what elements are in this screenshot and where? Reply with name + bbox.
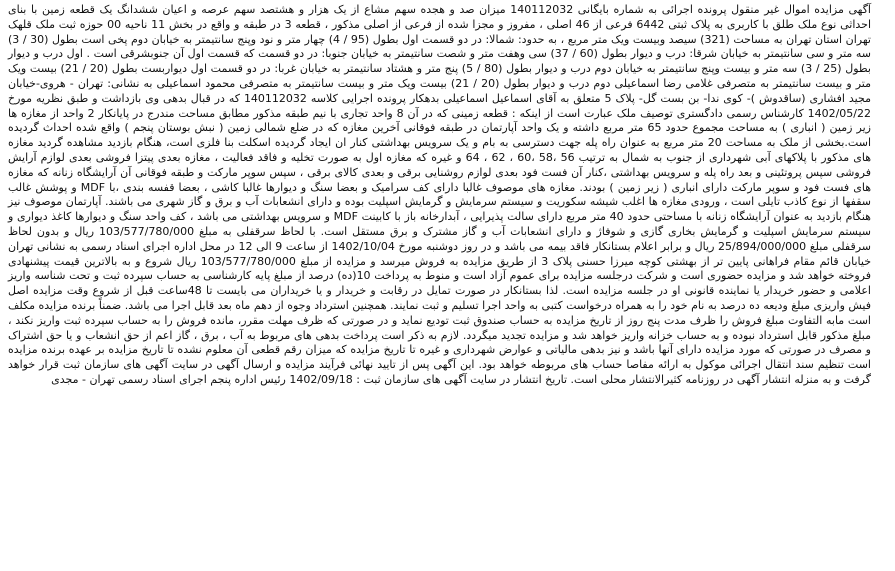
notice-body-text: آگهی مزایده اموال غیر منقول پرونده اجرائی به شماره بایگانی 140112032 میزان صد و هجده سهم مشاع از یک هزار و هشتصد سهم عرصه و اعیان ششدانگ یک قطعه زمین با بنای احداثی نوع ملک طلق با کاربری به پلاک ثبتی 6442 فرعی از 46 اصلی ، مفروز و مجزا شده از فرعی از اصلی مذکور ، قطعه 3 در طبقه و واقع در بخش 11 ناحیه 00 حوزه ثبت ملک قلهک تهران استان تهران به مساحت (321) سیصد وبیست ویک متر مربع ، به حدود: شمالا: در دو قسمت اول بطول (95 / 4) چهار متر و نود وپنج سانتیمتر به خیابان دوم پخی است بطول (30 / 3) سه متر و سی سانتیمتر به خیابان شرقا: درب و دیوار بطول (60 / 37) سی وهفت متر و شصت سانتیمتر به خیابان جنوبا: در دو قسمت که قسمت اول آن جنوبشرقی است . اول درب و دیوار بطول (25 / 3) سه متر و بیست وپنج سانتیمتر به خیابان دوم درب و دیوار بطول (80 / 5) پنج متر و هشتاد سانتیمتر به خیابان غربا: در دو قسمت اول دیواربست بطول (20 / 21) بیست ویک متر و بیست سانتیمتر به متصرفی غلامی رضا اسماعیلی دوم درب و دیوار بطول (20 / 21) بیست ویک متر و بیست سانتیمتر به متصرفی محمود اسماعیلی به نشانی: تهران - هروی-خیابان مجید افشاری (ساقدوش )- کوی ندا- بن بست گل- پلاک 5 متعلق به آقای اسماعیل اسماعیلی بدهکار پرونده اجرایی کلاسه 140112032 که در قبال بدهی وی بازداشت و طبق نظریه مورخ 1402/05/22 کارشناس رسمی دادگستری توصیف ملک عبارت است از اینکه : قطعه زمینی که در آن 8 واحد تجاری با نیم طبقه مذکور مطابق مساحت مندرج در پایانکار 2 واحد از مغازه ها زیر زمین ( انباری ) به مساحت مجموع حدود 65 متر مربع داشته و یک واحد آپارتمان در طبقه فوقانی آخرین مغازه که در ضلع شمالی زمین ( نبش بوستان پنجم ) واقع شده احداث گردیده است.بخشی از ملک به مساحت 20 متر مربع به عنوان راه پله جهت دسترسی به بام و یک سرویس بهداشتی کنار ان ایجاد گردیده اسکلت بنا فلزی است، هنگام بازدید مشاهده گردید مغازه های مذکور با پلاکهای آبی شهرداری از جنوب به شمال به ترتیب 56 ،58 ،60 ، 62 ، 64 و غیره که مغازه اول به صورت تخلیه و فاقد فعالیت ، مغازه بعدی پیتزا فروشی بعدی لوازم آرایش فروشی سپس پروتئینی و بعد راه پله و سرویس بهداشتی ،کنار آن فست فود بعدی لوازم روشنایی برقی و بعدی کالای برقی ، سپس سوپر مارکت و طبقه فوقانی آن آرایشگاه زنانه که مغازه های فست فود و سوپر مارکت دارای انباری ( زیر زمین ) بودند. مغازه های موصوف غالبا دارای کف سرامیک و بعضا سنگ و دیوارها غالبا کاشی ، بعضا قفسه بندی ،با MDF و پوشش غالب سقفها از نوع کاذب تایلی است ، ورودی مغازه ها اغلب شیشه سکوریت و سیستم سرمایش و گرمایش اسپلیت بوده و دارای انشعابات آب و برق و گاز شهری می باشند. آپارتمان موصوف نیز هنگام بازدید به عنوان آرایشگاه زنانه با مساحتی حدود 40 متر مربع دارای سالت پذیرایی ، آبدارخانه باز با کابینت MDF و سرویس بهداشتی می باشد ، کف واحد سنگ و دیوارها کاغذ دیواری و سیستم سرمایش اسپلیت و گرمایش بخاری گازی و شوفاژ و دارای انشعابات آب و گاز مشترک و برق مستقل است. با لحاظ سرقفلی به مبلغ 103/577/780/000 ریال و بدون لحاظ سرقفلی مبلغ 25/894/000/000 ریال و برابر اعلام بستانکار فاقد بیمه می باشد و در روز دوشنبه مورخ 1402/10/04 از ساعت 9 الی 12 در محل اداره اجرای اسناد رسمی به نشانی تهران خیابان قائم مقام فراهانی پایین تر از بهشتی کوچه میرزا حسنی پلاک 3 از طریق مزایده به فروش میرسد و مزایده از مبلغ 103/577/780/000 ریال شروع و به بالاترین قیمت پیشنهادی فروخته خواهد شد و مزایده حضوری است و شرکت درجلسه مزایده برای عموم آزاد است و منوط به پرداخت 10(ده) درصد از مبلغ پایه کارشناسی به حساب سپرده ثبت و تحت شناسه واریز اعلامی و حضور خریدار یا نماینده قانونی او در جلسه مزایده است. لذا بستانکار در صورت تمایل در رقابت و خریدار و یا خریداران می بایست تا 48ساعت قبل از شروع وقت مزایده اصل فیش واریزی مبلغ ودیعه ده درصد به نام خود را به همراه درخواست کتبی به واحد اجرا تسلیم و ثبت نمایند. همچنین استرداد وجوه از دهم ماه بعد قابل اجرا می باشد. ضمناً برنده مزایده مکلف است مابه التفاوت مبلغ فروش را ظرف مدت پنج روز از تاریخ مزایده به حساب صندوق ثبت تودیع نماید و در صورتی که ظرف مهلت مقرر، مانده فروش را به حساب سپرده ثبت واریز نکند ، مبلغ مذکور قابل استرداد نبوده و به حساب خزانه واریز خواهد شد و مزایده تجدید میگردد. لازم به ذکر است پرداخت بدهی های مربوط به آب ، برق ، گاز اعم از حق انشعاب و یا حق اشتراک و مصرف در صورتی که مورد مزایده دارای آنها باشد و نیز بدهی مالیاتی و عوارض شهرداری و غیره تا تاریخ مزایده که میزان رقم قطعی آن معلوم نشده تا تاریخ مزایده بر عهده برنده مزایده است تنظیم سند انتقال اجرائی موکول به ارائه مفاصا حساب های مربوطه خواهد بود. این آگهی پس از تایید نهائی فرآیند مزایده و ارسال آگهی در سایت آگهی های سازمان ثبت قرار خواهد گرفت و به منزله انتشار آگهی در روزنامه کثیرالانتشار محلی است. تاریخ انتشار در سایت آگهی های سازمان ثبت : 1402/09/18 رئیس اداره پنجم اجرای اسناد رسمی تهران - مجدی xyxy=(8,3,872,386)
